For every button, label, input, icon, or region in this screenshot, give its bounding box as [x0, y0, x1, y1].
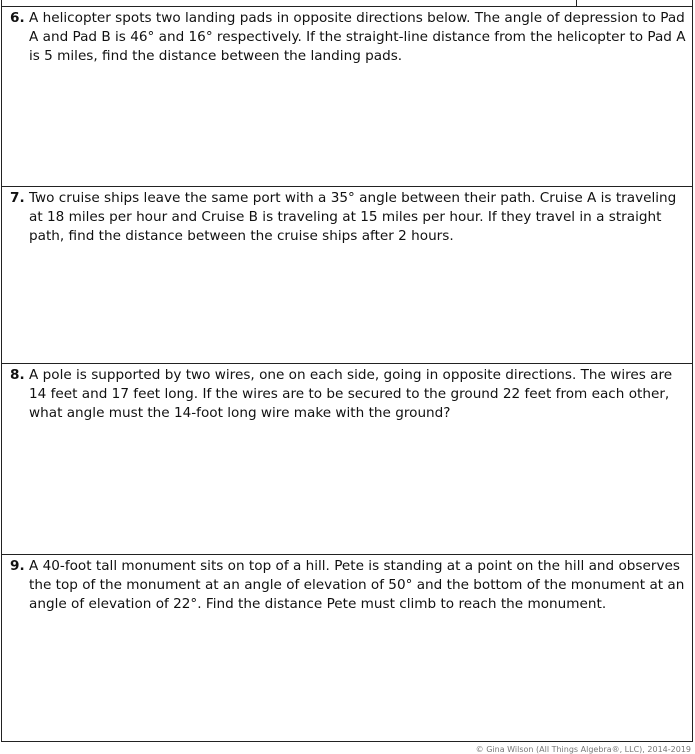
worksheet-page — [1, 0, 693, 742]
problem-statement: A helicopter spots two landing pads in opposite directions below. The angle of depression to Pad A and Pad B is 46° and 16° respectively. If the straight-line distance from the helicopter to Pad A is 5 miles, find the distance between the landing pads. — [29, 10, 686, 64]
copyright-footer: © Gina Wilson (All Things Algebra®, LLC), 2014-2019 — [475, 745, 691, 754]
problem-statement: Two cruise ships leave the same port with a 35° angle between their path. Cruise A is traveling at 18 miles per hour and Cruise B is traveling at 15 miles per hour. If they travel in a straight path, find the distance between the cruise ships after 2 hours. — [29, 190, 677, 244]
problem-text — [10, 557, 686, 614]
problem-6 — [2, 7, 692, 187]
problem-text — [10, 9, 686, 66]
problem-statement: A 40-foot tall monument sits on top of a hill. Pete is standing at a point on the hill and observes the top of the monument at an angle of elevation of 50° and the bottom of the monument at an angle of elevation of 22°. Find the distance Pete must climb to reach the monument. — [29, 558, 685, 612]
problem-number: 9. — [10, 558, 25, 574]
problem-number: 6. — [10, 10, 25, 26]
problem-text — [10, 189, 686, 246]
problem-9 — [2, 555, 692, 742]
problem-number: 8. — [10, 367, 25, 383]
problem-number: 7. — [10, 190, 25, 206]
problem-text — [10, 366, 686, 423]
problem-8 — [2, 364, 692, 555]
problem-7 — [2, 187, 692, 364]
problem-statement: A pole is supported by two wires, one on each side, going in opposite directions. The wires are 14 feet and 17 feet long. If the wires are to be secured to the ground 22 feet from each other, what angle must the 14-foot long wire make with the ground? — [29, 367, 673, 421]
